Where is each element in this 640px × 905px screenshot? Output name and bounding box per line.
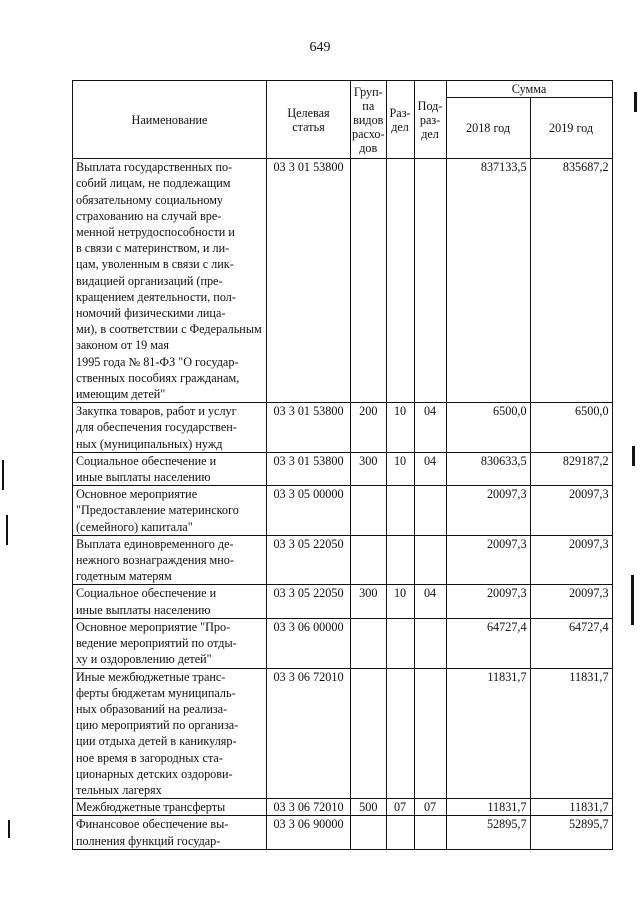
header-name: Наименование [73,81,267,159]
row-group [351,816,387,849]
row-name: Иные межбюджетные транс- ферты бюджетам муниципаль- ных образований на реализа- цию мероприятий по организа- ции отдыха детей в каникуляр- ное время в загородных ста- ционарных детских оздорови- тельных лагерях [73,668,267,799]
row-subsection [414,535,446,585]
row-name: Выплата единовременного де- нежного вознаграждения мно- годетным матерям [73,535,267,585]
row-section [386,816,414,849]
row-group [351,159,387,403]
row-amount-2018: 830633,5 [446,452,530,485]
header-expense-group: Груп- па видов расхо- дов [351,81,387,159]
row-target: 03 3 06 90000 [267,816,351,849]
row-subsection [414,486,446,536]
row-name: Межбюджетные трансферты [73,799,267,816]
table-row [73,159,613,403]
row-amount-2018: 837133,5 [446,159,530,403]
row-group [351,618,387,668]
row-subsection: 04 [414,403,446,453]
row-name: Финансовое обеспечение вы- полнения функций государ- [73,816,267,849]
header-year-2019: 2019 год [530,98,612,159]
row-name: Закупка товаров, работ и услуг для обеспечения государствен- ных (муниципальных) нужд [73,403,267,453]
row-amount-2019: 20097,3 [530,585,612,618]
table-row [73,486,613,536]
row-subsection: 07 [414,799,446,816]
scan-mark [631,575,634,625]
row-name: Основное мероприятие "Про- ведение мероприятий по отды- ху и оздоровлению детей" [73,618,267,668]
row-amount-2019: 11831,7 [530,799,612,816]
row-subsection [414,816,446,849]
table-row [73,452,613,485]
row-amount-2019: 20097,3 [530,535,612,585]
row-section: 10 [386,585,414,618]
row-target: 03 3 06 72010 [267,799,351,816]
page-number: 649 [309,40,331,55]
row-amount-2018: 64727,4 [446,618,530,668]
table-row [73,816,613,849]
row-target: 03 3 05 22050 [267,535,351,585]
scan-mark [8,820,10,838]
row-amount-2019: 6500,0 [530,403,612,453]
header-subsection: Под- раз- дел [414,81,446,159]
row-group: 300 [351,452,387,485]
table-row [73,535,613,585]
row-amount-2018: 20097,3 [446,585,530,618]
row-subsection: 04 [414,585,446,618]
budget-table-container [72,80,613,850]
table-row [73,585,613,618]
header-target-article: Целевая статья [267,81,351,159]
row-amount-2018: 6500,0 [446,403,530,453]
row-section: 07 [386,799,414,816]
row-name: Выплата государственных по- собий лицам, не подлежащим обязательному социальному страхованию на случай вре- менной нетрудоспособности и в связи с материнством, и ли- цам, уволенным в связи с лик- видацией организаций (пре- кращением деятельности, пол- номочий физическими лица- ми), в соответствии с Федеральным законом от 19 мая 1995 года № 81-ФЗ "О государ- ственных пособиях гражданам, имеющим детей" [73,159,267,403]
row-name: Социальное обеспечение и иные выплаты населению [73,452,267,485]
scan-mark [2,460,4,490]
header-year-2018: 2018 год [446,98,530,159]
row-group [351,535,387,585]
scan-mark [632,446,635,466]
scan-mark [6,515,8,545]
row-section [386,159,414,403]
table-row [73,618,613,668]
row-section [386,618,414,668]
row-amount-2019: 835687,2 [530,159,612,403]
row-amount-2018: 11831,7 [446,668,530,799]
row-target: 03 3 06 72010 [267,668,351,799]
row-target: 03 3 06 00000 [267,618,351,668]
budget-table [72,80,613,850]
row-section [386,535,414,585]
row-group [351,486,387,536]
row-amount-2019: 20097,3 [530,486,612,536]
row-amount-2019: 829187,2 [530,452,612,485]
row-section: 10 [386,452,414,485]
row-name: Основное мероприятие "Предоставление материнского (семейного) капитала" [73,486,267,536]
row-group: 300 [351,585,387,618]
table-row [73,668,613,799]
row-subsection [414,668,446,799]
row-amount-2018: 20097,3 [446,486,530,536]
row-group: 500 [351,799,387,816]
row-amount-2018: 11831,7 [446,799,530,816]
row-amount-2018: 20097,3 [446,535,530,585]
header-sum: Сумма [446,81,612,98]
scan-mark [634,92,637,112]
row-subsection [414,618,446,668]
row-subsection [414,159,446,403]
row-amount-2019: 52895,7 [530,816,612,849]
row-target: 03 3 01 53800 [267,452,351,485]
table-row [73,403,613,453]
row-target: 03 3 01 53800 [267,159,351,403]
row-section: 10 [386,403,414,453]
row-amount-2018: 52895,7 [446,816,530,849]
row-target: 03 3 01 53800 [267,403,351,453]
row-section [386,486,414,536]
row-group [351,668,387,799]
row-target: 03 3 05 22050 [267,585,351,618]
table-row [73,799,613,816]
row-amount-2019: 11831,7 [530,668,612,799]
row-group: 200 [351,403,387,453]
row-target: 03 3 05 00000 [267,486,351,536]
row-section [386,668,414,799]
row-subsection: 04 [414,452,446,485]
header-section: Раз- дел [386,81,414,159]
row-amount-2019: 64727,4 [530,618,612,668]
row-name: Социальное обеспечение и иные выплаты населению [73,585,267,618]
